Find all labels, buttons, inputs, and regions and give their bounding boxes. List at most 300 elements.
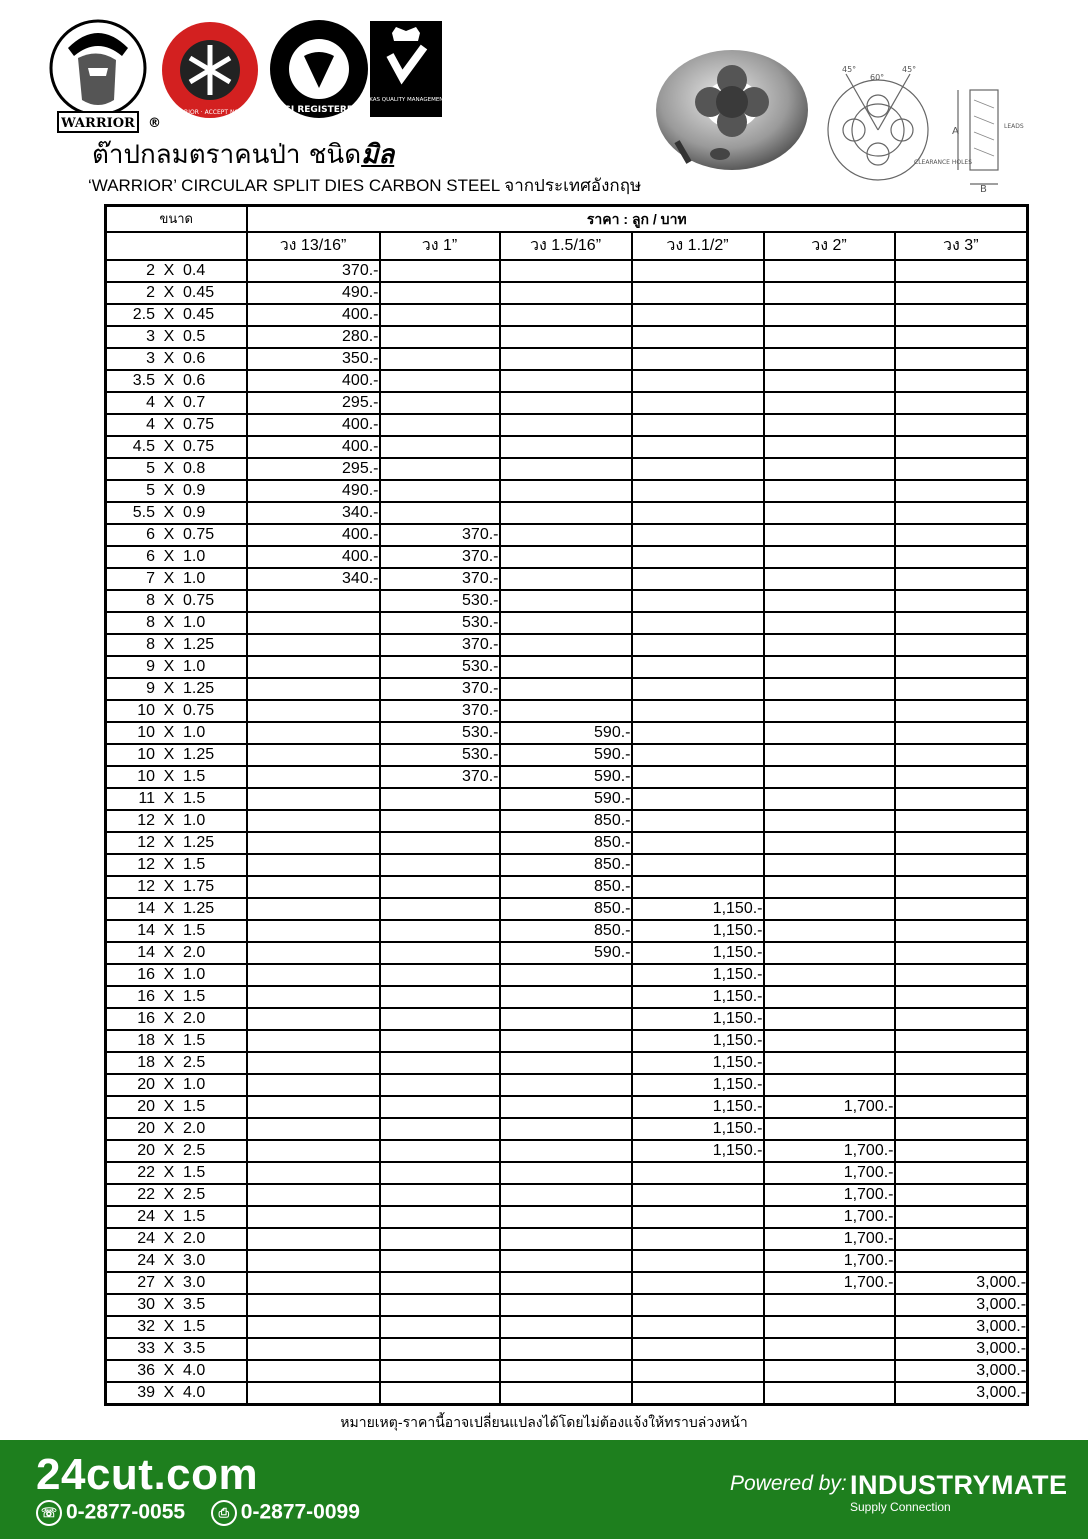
price-cell	[895, 392, 1028, 414]
price-cell	[764, 744, 895, 766]
price-cell: 3,000.-	[895, 1382, 1028, 1405]
size-pitch: 4.0	[183, 1362, 206, 1379]
price-cell	[895, 942, 1028, 964]
price-cell	[764, 1382, 895, 1405]
price-cell	[380, 1316, 500, 1338]
price-cell	[380, 920, 500, 942]
table-row	[106, 964, 1028, 986]
size-separator: X	[163, 988, 175, 1005]
table-row	[106, 348, 1028, 370]
table-row	[106, 920, 1028, 942]
price-cell	[380, 326, 500, 348]
size-cell	[106, 876, 247, 898]
table-row	[106, 436, 1028, 458]
price-cell	[380, 1228, 500, 1250]
price-cell	[632, 436, 764, 458]
price-cell: 370.-	[380, 634, 500, 656]
price-cell	[500, 1052, 632, 1074]
price-cell	[764, 590, 895, 612]
size-pitch: 1.25	[183, 680, 215, 697]
price-column-header: ราคา : ลูก / บาท	[247, 206, 1028, 233]
price-cell	[247, 1184, 380, 1206]
size-pitch: 0.75	[183, 592, 215, 609]
table-row	[106, 524, 1028, 546]
page-title-thai	[92, 134, 394, 175]
price-cell	[380, 1338, 500, 1360]
price-cell	[632, 1206, 764, 1228]
table-row	[106, 458, 1028, 480]
split-die-drawing	[818, 60, 1058, 200]
table-row	[106, 480, 1028, 502]
price-cell: 530.-	[380, 656, 500, 678]
price-cell	[764, 942, 895, 964]
size-pitch: 0.75	[183, 526, 215, 543]
price-cell	[380, 788, 500, 810]
price-cell	[500, 414, 632, 436]
table-row	[106, 304, 1028, 326]
table-row	[106, 876, 1028, 898]
price-cell	[895, 854, 1028, 876]
price-cell	[895, 964, 1028, 986]
price-cell	[895, 1162, 1028, 1184]
dimension-b-label: B	[980, 184, 987, 195]
size-column-header: ขนาด	[106, 206, 247, 233]
size-diameter: 4	[146, 416, 155, 433]
size-cell	[106, 1008, 247, 1030]
price-cell	[380, 832, 500, 854]
price-cell	[895, 260, 1028, 282]
price-cell	[247, 964, 380, 986]
price-cell	[500, 1360, 632, 1382]
diameter-header-3: วง 1.1/2”	[632, 232, 764, 260]
price-cell	[895, 568, 1028, 590]
size-separator: X	[163, 1164, 175, 1181]
price-cell	[764, 370, 895, 392]
size-separator: X	[163, 702, 175, 719]
price-cell	[500, 634, 632, 656]
price-cell	[380, 414, 500, 436]
size-diameter: 33	[137, 1340, 155, 1357]
price-cell	[500, 1272, 632, 1294]
size-cell	[106, 348, 247, 370]
size-diameter: 9	[146, 680, 155, 697]
price-cell	[632, 524, 764, 546]
price-cell	[895, 326, 1028, 348]
price-table	[104, 204, 1029, 1406]
price-cell	[380, 854, 500, 876]
size-separator: X	[163, 284, 175, 301]
price-cell	[895, 1118, 1028, 1140]
angle-left-label: 45°	[842, 65, 857, 74]
size-separator: X	[163, 438, 175, 455]
size-cell	[106, 1228, 247, 1250]
price-cell	[500, 1294, 632, 1316]
price-cell	[632, 414, 764, 436]
price-cell	[632, 700, 764, 722]
size-diameter: 12	[137, 878, 155, 895]
table-row	[106, 1316, 1028, 1338]
size-pitch: 2.5	[183, 1142, 206, 1159]
price-cell: 370.-	[380, 700, 500, 722]
table-row	[106, 1096, 1028, 1118]
size-diameter: 20	[137, 1076, 155, 1093]
table-row	[106, 854, 1028, 876]
table-row	[106, 326, 1028, 348]
table-row	[106, 1206, 1028, 1228]
size-cell	[106, 700, 247, 722]
price-cell: 490.-	[247, 282, 380, 304]
size-diameter: 8	[146, 614, 155, 631]
price-table-body	[106, 260, 1028, 1405]
table-row	[106, 260, 1028, 282]
size-pitch: 1.75	[183, 878, 215, 895]
price-cell	[895, 744, 1028, 766]
price-cell	[500, 1096, 632, 1118]
size-separator: X	[163, 944, 175, 961]
price-cell	[380, 1030, 500, 1052]
diameter-header-2: วง 1.5/16”	[500, 232, 632, 260]
price-cell: 400.-	[247, 304, 380, 326]
price-cell	[380, 436, 500, 458]
size-cell	[106, 260, 247, 282]
size-cell	[106, 920, 247, 942]
size-cell	[106, 1206, 247, 1228]
price-cell	[380, 1118, 500, 1140]
table-row	[106, 986, 1028, 1008]
price-cell	[632, 634, 764, 656]
size-separator: X	[163, 504, 175, 521]
size-cell	[106, 744, 247, 766]
price-cell	[764, 832, 895, 854]
size-separator: X	[163, 680, 175, 697]
size-separator: X	[163, 812, 175, 829]
price-cell	[500, 1030, 632, 1052]
size-separator: X	[163, 460, 175, 477]
size-diameter: 24	[137, 1230, 155, 1247]
table-row	[106, 1360, 1028, 1382]
price-cell	[764, 480, 895, 502]
price-cell	[380, 1360, 500, 1382]
website-link[interactable]: 24cut.com	[36, 1450, 259, 1499]
price-cell	[764, 1294, 895, 1316]
size-pitch: 1.5	[183, 1318, 206, 1335]
size-separator: X	[163, 372, 175, 389]
price-cell: 530.-	[380, 612, 500, 634]
warrior-logo	[48, 18, 148, 136]
size-pitch: 1.0	[183, 812, 206, 829]
price-cell	[895, 1228, 1028, 1250]
price-cell	[764, 854, 895, 876]
fax-number[interactable]: 0-2877-0099	[240, 1500, 360, 1524]
size-diameter: 6	[146, 526, 155, 543]
size-separator: X	[163, 482, 175, 499]
size-diameter: 5.5	[132, 504, 155, 521]
price-cell	[247, 920, 380, 942]
price-cell	[895, 612, 1028, 634]
diameter-header-1: วง 1”	[380, 232, 500, 260]
price-cell: 1,150.-	[632, 1118, 764, 1140]
price-cell	[380, 1184, 500, 1206]
size-cell	[106, 1316, 247, 1338]
size-cell	[106, 788, 247, 810]
size-cell	[106, 854, 247, 876]
table-row	[106, 1140, 1028, 1162]
price-cell	[500, 612, 632, 634]
price-cell	[380, 1052, 500, 1074]
table-row	[106, 1272, 1028, 1294]
price-cell	[764, 348, 895, 370]
table-row	[106, 766, 1028, 788]
price-cell	[632, 370, 764, 392]
size-cell	[106, 810, 247, 832]
bsi-logo	[268, 18, 370, 120]
price-cell: 1,700.-	[764, 1272, 895, 1294]
price-cell	[247, 678, 380, 700]
phone-number[interactable]: 0-2877-0055	[66, 1500, 186, 1524]
price-cell	[764, 1074, 895, 1096]
price-cell	[632, 1382, 764, 1405]
size-separator: X	[163, 328, 175, 345]
price-cell	[764, 700, 895, 722]
price-cell	[500, 436, 632, 458]
price-cell: 295.-	[247, 458, 380, 480]
contact-info	[36, 1500, 360, 1526]
size-separator: X	[163, 1010, 175, 1027]
size-diameter: 24	[137, 1208, 155, 1225]
size-separator: X	[163, 1076, 175, 1093]
size-diameter: 3	[146, 328, 155, 345]
price-cell: 340.-	[247, 502, 380, 524]
size-cell	[106, 1184, 247, 1206]
size-diameter: 36	[137, 1362, 155, 1379]
price-cell: 530.-	[380, 590, 500, 612]
price-cell: 3,000.-	[895, 1294, 1028, 1316]
price-cell: 850.-	[500, 854, 632, 876]
price-cell	[247, 1140, 380, 1162]
size-diameter: 14	[137, 900, 155, 917]
size-cell	[106, 546, 247, 568]
price-cell	[380, 942, 500, 964]
size-cell	[106, 568, 247, 590]
size-cell	[106, 832, 247, 854]
price-cell: 1,150.-	[632, 964, 764, 986]
price-cell	[500, 1338, 632, 1360]
diameter-header-0: วง 13/16”	[247, 232, 380, 260]
size-cell	[106, 1096, 247, 1118]
size-separator: X	[163, 570, 175, 587]
price-cell	[247, 788, 380, 810]
table-row	[106, 612, 1028, 634]
price-cell	[632, 722, 764, 744]
size-pitch: 1.25	[183, 746, 215, 763]
size-separator: X	[163, 768, 175, 785]
price-cell	[895, 590, 1028, 612]
size-pitch: 1.0	[183, 548, 206, 565]
size-pitch: 0.7	[183, 394, 206, 411]
size-separator: X	[163, 790, 175, 807]
size-pitch: 1.5	[183, 768, 206, 785]
price-cell	[380, 1382, 500, 1405]
size-separator: X	[163, 1208, 175, 1225]
price-cell	[380, 876, 500, 898]
size-cell	[106, 392, 247, 414]
price-cell	[895, 1250, 1028, 1272]
size-cell	[106, 1250, 247, 1272]
price-cell: 1,700.-	[764, 1228, 895, 1250]
size-cell	[106, 1162, 247, 1184]
diameter-header-4: วง 2”	[764, 232, 895, 260]
size-cell	[106, 480, 247, 502]
table-row	[106, 414, 1028, 436]
table-row	[106, 1338, 1028, 1360]
size-pitch: 0.4	[183, 262, 206, 279]
size-separator: X	[163, 1098, 175, 1115]
table-row	[106, 1294, 1028, 1316]
price-cell	[632, 480, 764, 502]
size-pitch: 1.25	[183, 636, 215, 653]
price-cell	[895, 898, 1028, 920]
price-cell	[895, 348, 1028, 370]
price-cell	[895, 1030, 1028, 1052]
price-cell	[764, 722, 895, 744]
price-cell	[247, 744, 380, 766]
price-cell	[632, 678, 764, 700]
table-row	[106, 502, 1028, 524]
price-cell	[895, 524, 1028, 546]
angle-right-label: 45°	[902, 65, 917, 74]
table-row	[106, 1184, 1028, 1206]
table-row	[106, 744, 1028, 766]
price-cell	[764, 304, 895, 326]
price-cell: 370.-	[380, 568, 500, 590]
price-cell: 1,700.-	[764, 1250, 895, 1272]
size-diameter: 9	[146, 658, 155, 675]
dimension-a-label: A	[952, 126, 959, 137]
size-pitch: 0.75	[183, 438, 215, 455]
price-cell	[500, 260, 632, 282]
table-row	[106, 942, 1028, 964]
size-pitch: 3.0	[183, 1252, 206, 1269]
price-cell	[247, 1008, 380, 1030]
size-cell	[106, 524, 247, 546]
size-separator: X	[163, 966, 175, 983]
price-cell	[632, 392, 764, 414]
size-separator: X	[163, 416, 175, 433]
price-cell	[247, 612, 380, 634]
size-separator: X	[163, 922, 175, 939]
price-cell	[632, 1360, 764, 1382]
price-cell	[895, 788, 1028, 810]
price-cell	[764, 766, 895, 788]
size-diameter: 16	[137, 988, 155, 1005]
price-cell: 1,150.-	[632, 1052, 764, 1074]
size-pitch: 2.5	[183, 1054, 206, 1071]
price-note: หมายเหตุ-ราคานี้อาจเปลี่ยนแปลงได้โดยไม่ต้องแจ้งให้ทราบล่วงหน้า	[340, 1415, 748, 1431]
price-cell: 295.-	[247, 392, 380, 414]
price-cell	[500, 392, 632, 414]
size-diameter: 24	[137, 1252, 155, 1269]
price-cell: 590.-	[500, 744, 632, 766]
price-cell: 590.-	[500, 766, 632, 788]
price-cell: 1,700.-	[764, 1096, 895, 1118]
price-cell	[247, 1360, 380, 1382]
size-diameter: 4	[146, 394, 155, 411]
price-cell	[380, 1074, 500, 1096]
size-pitch: 1.5	[183, 1164, 206, 1181]
size-diameter: 2.5	[132, 306, 155, 323]
table-row	[106, 1250, 1028, 1272]
table-row	[106, 1228, 1028, 1250]
size-separator: X	[163, 636, 175, 653]
price-cell: 530.-	[380, 722, 500, 744]
price-cell	[500, 1250, 632, 1272]
price-cell	[500, 282, 632, 304]
price-cell	[764, 414, 895, 436]
price-cell: 400.-	[247, 414, 380, 436]
price-cell	[247, 810, 380, 832]
price-cell: 340.-	[247, 568, 380, 590]
table-row	[106, 546, 1028, 568]
price-cell	[632, 1162, 764, 1184]
price-cell	[632, 546, 764, 568]
price-cell	[500, 1316, 632, 1338]
size-diameter: 20	[137, 1120, 155, 1137]
size-diameter: 14	[137, 944, 155, 961]
size-cell	[106, 964, 247, 986]
size-separator: X	[163, 1054, 175, 1071]
price-cell	[895, 722, 1028, 744]
size-cell	[106, 502, 247, 524]
size-separator: X	[163, 856, 175, 873]
size-pitch: 1.0	[183, 570, 206, 587]
ukas-logo-text: UKAS QUALITY MANAGEMENT	[365, 97, 447, 103]
size-cell	[106, 1074, 247, 1096]
price-cell	[380, 392, 500, 414]
price-cell	[247, 942, 380, 964]
bsi-logo-text: BSI REGISTERED	[277, 105, 361, 115]
size-pitch: 1.0	[183, 724, 206, 741]
size-cell	[106, 1118, 247, 1140]
size-separator: X	[163, 1120, 175, 1137]
price-cell	[895, 766, 1028, 788]
size-separator: X	[163, 1318, 175, 1335]
price-cell: 1,150.-	[632, 1074, 764, 1096]
size-diameter: 22	[137, 1164, 155, 1181]
size-pitch: 1.0	[183, 614, 206, 631]
size-diameter: 2	[146, 284, 155, 301]
size-diameter: 12	[137, 812, 155, 829]
size-diameter: 14	[137, 922, 155, 939]
size-cell	[106, 656, 247, 678]
price-cell	[247, 986, 380, 1008]
price-cell	[895, 1206, 1028, 1228]
size-cell	[106, 634, 247, 656]
size-diameter: 12	[137, 834, 155, 851]
price-cell	[380, 480, 500, 502]
price-cell	[500, 1118, 632, 1140]
size-cell	[106, 458, 247, 480]
price-cell	[895, 546, 1028, 568]
price-cell	[632, 1338, 764, 1360]
price-cell	[632, 788, 764, 810]
size-separator: X	[163, 878, 175, 895]
price-cell	[380, 348, 500, 370]
price-cell	[380, 458, 500, 480]
size-pitch: 1.5	[183, 1208, 206, 1225]
size-cell	[106, 898, 247, 920]
size-separator: X	[163, 1384, 175, 1401]
price-cell	[764, 458, 895, 480]
